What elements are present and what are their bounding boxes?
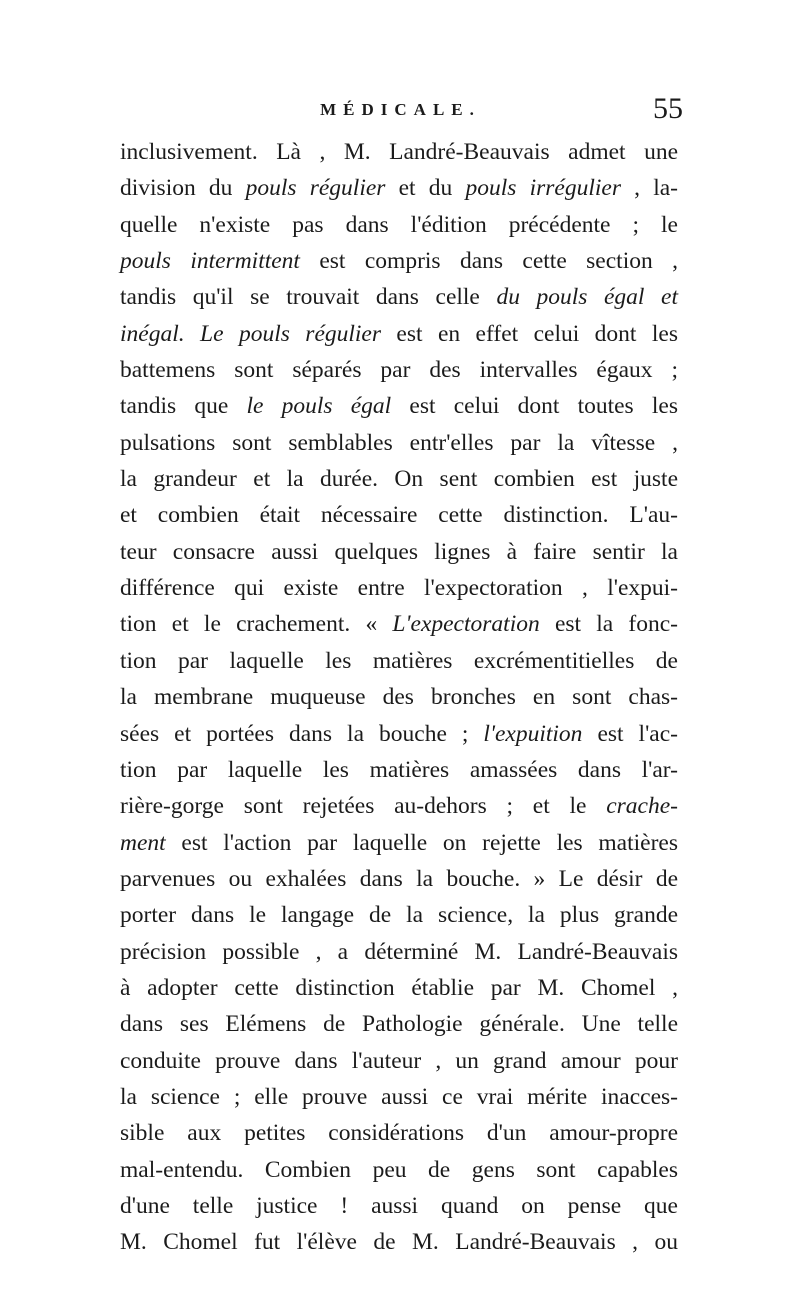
text-run: la science ; elle prouve aussi ce vrai mérite inacces- [120,1083,678,1110]
text-run: est en effet celui dont les [381,320,678,347]
text-run: division du [120,175,246,202]
text-run: porter dans le langage de la science, la plus grande [120,902,678,929]
text-line [120,388,678,424]
text-line [120,1006,678,1042]
text-line [120,279,678,315]
text-line [120,570,678,606]
text-run: et du [385,175,466,202]
text-line [120,1152,678,1188]
italic-text: inégal. Le pouls régulier [120,320,382,347]
text-line [120,970,678,1006]
text-run: , la- [620,175,679,202]
text-line [120,497,678,533]
text-line [120,534,678,570]
text-line [120,606,678,642]
text-run: parvenues ou exhalées dans la bouche. » Le désir de [120,865,678,892]
text-run: teur consacre aussi quelques lignes à faire sentir la [120,538,678,565]
text-run: conduite prouve dans l'auteur , un grand amour pour [120,1047,678,1074]
text-line [120,716,678,752]
text-line [120,1224,678,1260]
italic-text: le pouls égal [246,393,392,420]
text-run: est celui dont toutes les [391,393,678,420]
text-run: sible aux petites considérations d'un amour-propre [120,1120,678,1147]
text-line [120,207,678,243]
text-run: rière-gorge sont rejetées au-dehors ; et le [120,793,607,820]
text-run: à adopter cette distinction établie par M. Chomel , [120,974,678,1001]
text-run: est l'action par laquelle on rejette les matières [165,829,678,856]
text-line [120,825,678,861]
text-line [120,934,678,970]
text-line [120,352,678,388]
text-line [120,788,678,824]
text-run: quelle n'existe pas dans l'édition précédente ; le [120,211,678,238]
text-line [120,425,678,461]
text-line [120,897,678,933]
text-run: battemens sont séparés par des intervalles égaux ; [120,357,678,384]
text-line [120,1079,678,1115]
text-line [120,316,678,352]
text-run: dans ses Elémens de Pathologie générale. Une telle [120,1011,678,1038]
text-run: et combien était nécessaire cette distinction. L'au- [120,502,678,529]
page-number: 55 [653,92,683,125]
italic-text: du pouls égal et [496,284,678,311]
text-run: tandis que [120,393,247,420]
text-line [120,1043,678,1079]
text-line [120,643,678,679]
text-run: précision possible , a déterminé M. Landré-Beauvais [120,938,678,965]
text-run: inclusivement. Là , M. Landré-Beauvais admet une [120,139,678,165]
text-run: d'une telle justice ! aussi quand on pense que [120,1192,678,1219]
italic-text: pouls intermittent [120,248,300,275]
text-run: la membrane muqueuse des bronches en sont chas- [120,684,678,711]
text-run: tion par laquelle les matières excrémentitielles de [120,647,678,674]
text-line [120,1188,678,1224]
text-line [120,170,678,206]
italic-text: ment [120,829,166,856]
text-run: tandis qu'il se trouvait dans celle [120,284,497,311]
text-run: la grandeur et la durée. On sent combien est juste [120,466,678,493]
text-run: est l'ac- [582,720,678,747]
text-run: est compris dans cette section , [299,248,678,275]
text-line [120,752,678,788]
text-run: tion par laquelle les matières amassées dans l'ar- [120,756,678,783]
text-line [120,461,678,497]
text-line [120,243,678,279]
text-line [120,679,678,715]
text-line [120,861,678,897]
text-run: M. Chomel fut l'élève de M. Landré-Beauvais , ou [120,1229,678,1256]
italic-text: L'expectoration [392,611,540,638]
text-run: pulsations sont semblables entr'elles par la vîtesse , [120,429,678,456]
running-title: MÉDICALE. [320,100,481,119]
italic-text: pouls régulier [245,175,386,202]
text-line [120,134,678,170]
italic-text: crache- [606,793,678,820]
text-run: est la fonc- [539,611,678,638]
text-run: mal-entendu. Combien peu de gens sont capables [120,1156,678,1183]
text-run: sées et portées dans la bouche ; [120,720,484,747]
text-line [120,1115,678,1151]
italic-text: pouls irrégulier [465,175,621,202]
text-run: tion et le crachement. « [120,611,393,638]
text-run: différence qui existe entre l'expectoration , l'expui- [120,575,678,602]
italic-text: l'expuition [483,720,583,747]
running-head [118,92,683,132]
body-text [120,134,678,1261]
